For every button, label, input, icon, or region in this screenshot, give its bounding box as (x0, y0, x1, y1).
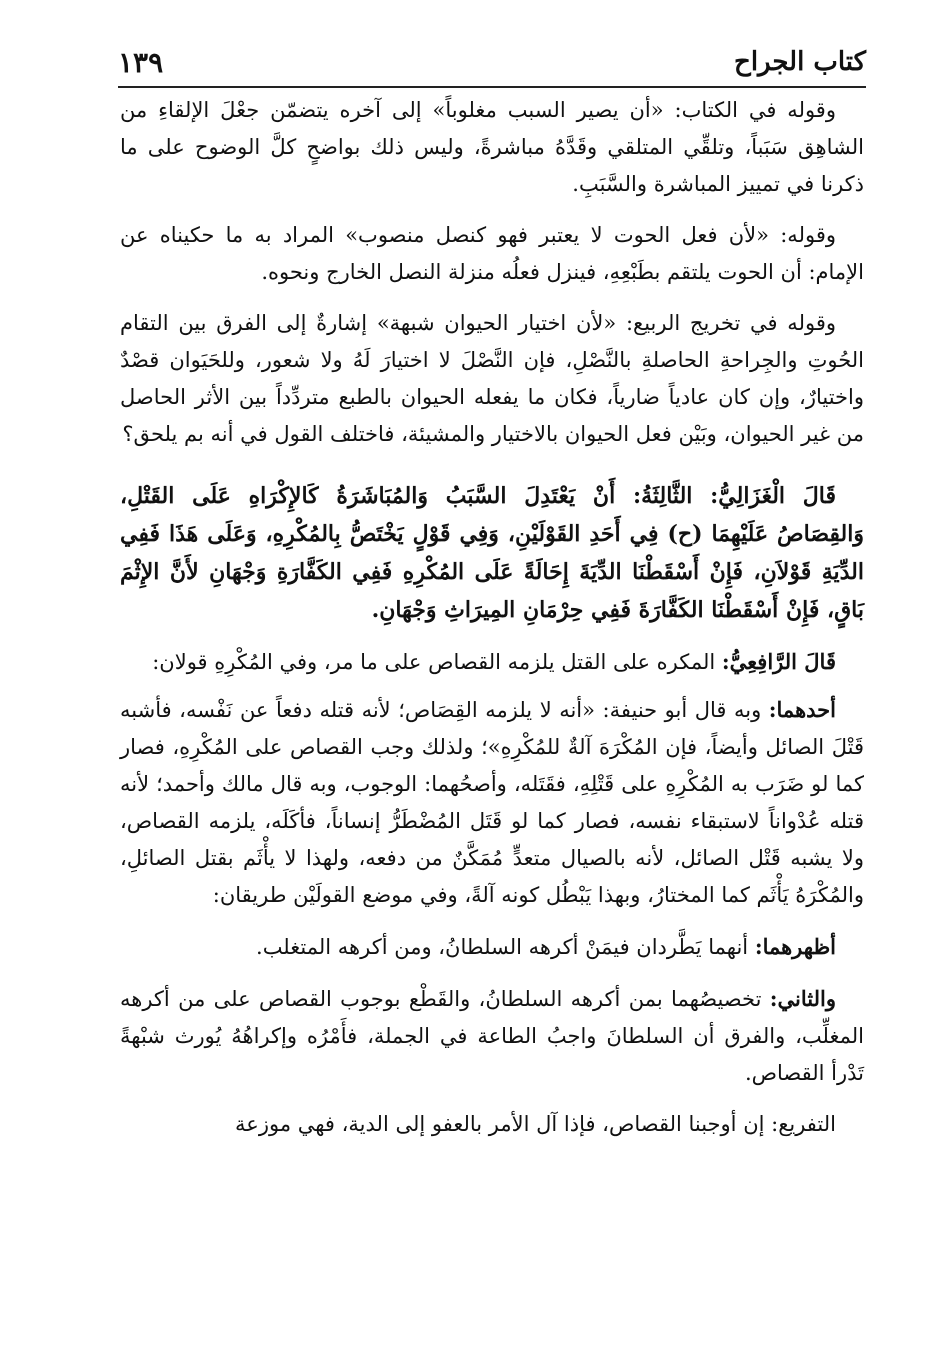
page-header (118, 40, 866, 84)
paragraph-ghazali-matn (120, 477, 864, 629)
paragraph-lead: أظهرهما: (754, 934, 836, 959)
paragraph-first-view (120, 691, 864, 914)
paragraph-tafri (120, 1106, 864, 1143)
page-body (120, 92, 864, 1157)
paragraph-text: وقوله: «لأن فعل الحوت لا يعتبر فهو كنصل منصوب» المراد به ما حكيناه عن الإمام: أن الحوت يلتقم بطَبْعِهِ، فينزل فعلُه منزلة النصل الخارج ونحوه. (120, 223, 864, 284)
paragraph-text: التفريع: إن أوجبنا القصاص، فإذا آل الأمر بالعفو إلى الدية، فهي موزعة (235, 1112, 836, 1136)
paragraph-lead: والثاني: (769, 986, 836, 1011)
header-rule (118, 86, 866, 88)
paragraph-most-apparent (120, 928, 864, 966)
paragraph-text: وقوله في الكتاب: «أن يصير السبب مغلوباً» إلى آخره يتضمّن جعْلَ الإلقاءِ من الشاهِق سَبَباً، وتلقِّي المتلقي وقَدَّهُ مباشرةً، وليس ذلك بواضحٍ كلَّ الوضوح على ما ذكرنا في تمييز المباشرة والسَّبَبِ. (120, 98, 864, 196)
paragraph-book-quote (120, 92, 864, 203)
page-number: ١٣٩ (118, 45, 164, 79)
paragraph-lead: قَالَ الرَّافِعِيُّ: (721, 649, 836, 674)
paragraph-rafii (120, 643, 864, 681)
paragraph-text: أنهما يَطَّردان فيمَنْ أكرهه السلطانُ، ومن أكرهه المتغلب. (256, 935, 749, 959)
paragraph-text: وقوله في تخريج الربيع: «لأن اختيار الحيوان شبهة» إشارةٌ إلى الفرق بين التقام الحُوتِ والجِراحةِ الحاصلةِ بالنَّصْلِ، فإن النَّصْلَ لا اختيارَ لَهُ ولا شعور، وللحَيَوان قصْدٌ واختيارٌ، وإن كان عادياً ضارياً، فكان ما يفعله الحيوان بالطبع متردِّداً بين الأثر الحاصل من غير الحيوان، وبَيْن فعل الحيوان بالاختيار والمشيئة، فاختلف القول في أنه بم يلحق؟ (120, 311, 864, 446)
paragraph-rabi-takhrij (120, 305, 864, 453)
paragraph-second-way (120, 980, 864, 1092)
paragraph-text: قَالَ الْغَزَالِيُّ: الثَّالِثَةُ: أَنْ يَعْتَدِلَ السَّبَبُ وَالمُبَاشَرَةُ كَالإِكْرَاهِ عَلَى القَتْلِ، وَالقِصَاصُ عَلَيْهِمَا (ح) فِي أَحَدِ القَوْلَيْنِ، وَفِي قَوْلٍ يَخْتَصُّ بِالمُكْرِهِ، وَعَلَى هَذَا فَفِي الدِّيَةِ قَوْلاَنِ، فَإِنْ أَسْقَطْنَا الدِّيَةَ إِحَالَةً عَلَى المُكْرِهِ فَفِي الكَفَّارَةِ وَجْهَانِ لأَنَّ الإِثْمَ بَاقٍ، فَإِنْ أَسْقَطْنَا الكَفَّارَةَ فَفِي حِرْمَانِ المِيرَاثِ وَجْهَانِ. (120, 483, 864, 623)
paragraph-whale-quote (120, 217, 864, 291)
paragraph-lead: أحدهما: (768, 697, 836, 722)
paragraph-text: المكره على القتل يلزمه القصاص على ما مر، وفي المُكْرِهِ قولان: (152, 650, 716, 674)
paragraph-text: تخصيصُهما بمن أكرهه السلطانُ، والقَطْع بوجوب القصاص على من أكرهه المغلِّب، والفرق أن السلطانَ واجبُ الطاعة في الجملة، فأَمْرُه وإكراهُهُ يُورث شبْهةً تَدْرأ القصاص. (120, 987, 864, 1085)
running-title: كتاب الجراح (734, 47, 866, 77)
paragraph-text: وبه قال أبو حنيفة: «أنه لا يلزمه القِصَاص؛ لأنه قتله دفعاً عن نَفْسه، فأشبه قَتْلَ الصائل وأيضاً، فإن المُكْرَهَ آلةٌ للمُكْرِهِ»؛ ولذلك وجب القصاص على المُكْرِهِ، فصار كما لو ضَرَب به المُكْرِهِ على قَتْلِهِ، فقَتَله، وأصحُهما: الوجوب، وبه قال مالك وأحمد؛ لأنه قتله عُدْواناً لاستبقاء نفسه، فصار كما لو قَتَل المُضْطَرُّ إنساناً، فأكَلَه، يلزمه القصاص، ولا يشبه قَتْل الصائل، لأنه بالصيال متعدٍّ مُمَكَّنٌ من دفعه، ولهذا لا يأْثَم بقتل الصائلِ، والمُكْرَهُ يَأْثَم كما المختارُ، وبهذا يَبْطُل كونه آلةً، وفي موضع القولَيْن طريقان: (120, 698, 864, 907)
